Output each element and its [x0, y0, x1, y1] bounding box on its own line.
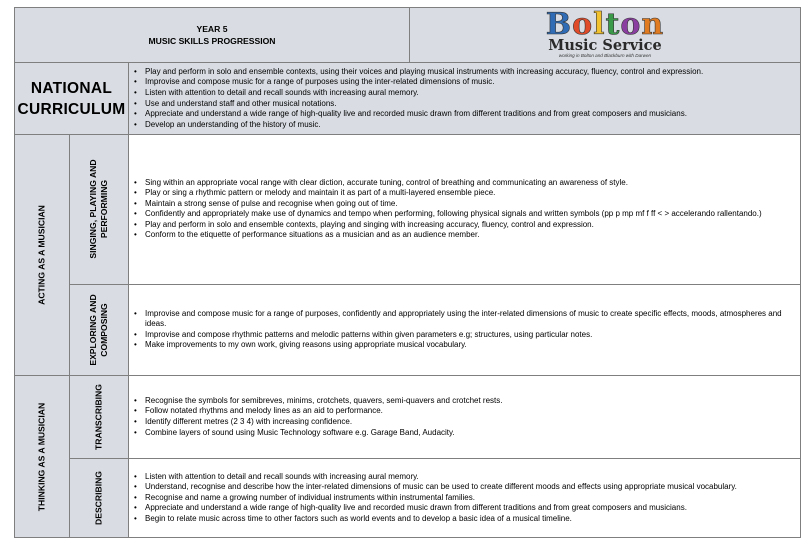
list-item: • Play and perform in solo and ensemble contexts, using their voices and playing musical instruments with increasing accuracy, fluency, control and expression.: [131, 67, 796, 78]
list-item: • Conform to the etiquette of performance situations as a musician and as an audience member.: [131, 230, 796, 241]
section-title: ACTING AS A MUSICIAN: [36, 205, 47, 305]
list-item: • Appreciate and understand a wide range of high-quality live and recorded music drawn from different traditions and from great composers and musicians.: [131, 503, 796, 514]
singing-list: [131, 178, 796, 242]
logo-letter: B: [545, 6, 573, 42]
subsection-describing: DESCRIBING: [70, 459, 129, 538]
header-title-cell: [15, 8, 410, 63]
list-item: • Listen with attention to detail and recall sounds with increasing aural memory.: [131, 472, 796, 483]
list-item: • Recognise the symbols for semibreves, minims, crotchets, quavers, semi-quavers and crotchet rests.: [131, 396, 796, 407]
document-subtitle: MUSIC SKILLS PROGRESSION: [148, 36, 276, 46]
logo-letter: l: [593, 6, 606, 42]
logo-cell: [410, 8, 801, 63]
national-curriculum-list: [131, 67, 796, 131]
list-item: • Listen with attention to detail and recall sounds with increasing aural memory.: [131, 88, 796, 99]
national-curriculum-list-cell: [129, 63, 801, 135]
list-item: • Understand, recognise and describe how the inter-related dimensions of music can be used to create different moods and effects using appropriate musical vocabulary.: [131, 482, 796, 493]
describing-list-cell: [129, 459, 801, 538]
singing-list-cell: [129, 135, 801, 285]
logo-letter: n: [641, 6, 665, 42]
list-item: • Follow notated rhythms and melody lines as an aid to performance.: [131, 406, 796, 417]
list-item: • Appreciate and understand a wide range of high-quality live and recorded music drawn from different traditions and from great composers and musicians.: [131, 109, 796, 120]
list-item: • Recognise and name a growing number of individual instruments within instrumental families.: [131, 493, 796, 504]
exploring-list-cell: [129, 284, 801, 375]
subsection-exploring-and-composing: EXPLORING AND COMPOSING: [70, 284, 129, 375]
transcribing-list: [131, 396, 796, 438]
list-item: • Play and perform in solo and ensemble contexts, playing and singing with increasing accuracy, fluency, control and expression.: [131, 220, 796, 231]
list-item: • Sing within an appropriate vocal range with clear diction, accurate tuning, control of breathing and communicating an awareness of style.: [131, 178, 796, 189]
describing-list: [131, 472, 796, 525]
list-item: • Improvise and compose music for a range of purposes, confidently and appropriately using the inter-related dimensions of music to create specific effects, moods, atmospheres and ideas.: [131, 309, 796, 330]
list-item: • Confidently and appropriately make use of dynamics and tempo when performing, following physical signals and written symbols (pp p mp mf f ff < > accelerando rallentando.): [131, 209, 796, 220]
section-title: THINKING AS A MUSICIAN: [36, 402, 47, 511]
section-thinking-as-a-musician: [15, 376, 70, 538]
subsection-singing-playing-performing: SINGING, PLAYING AND PERFORMING: [70, 135, 129, 285]
skills-table: [14, 7, 801, 538]
logo-letter: t: [605, 6, 621, 42]
subsection-transcribing: TRANSCRIBING: [70, 376, 129, 459]
list-item: • Improvise and compose music for a range of purposes using the inter-related dimensions of music.: [131, 77, 796, 88]
list-item: • Play or sing a rhythmic pattern or melody and maintain it as part of a multi-layered ensemble piece.: [131, 188, 796, 199]
list-item: • Improvise and compose rhythmic patterns and melodic patterns within given parameters e.g; structures, using particular notes.: [131, 330, 796, 341]
list-item: • Begin to relate music across time to other factors such as world events and to develop a basic idea of a musical timeline.: [131, 514, 796, 525]
list-item: • Make improvements to my own work, giving reasons using appropriate musical vocabulary.: [131, 340, 796, 351]
list-item: • Combine layers of sound using Music Technology software e.g. Garage Band, Audacity.: [131, 428, 796, 439]
section-acting-as-a-musician: [15, 135, 70, 376]
list-item: • Develop an understanding of the history of music.: [131, 120, 796, 131]
list-item: • Maintain a strong sense of pulse and recognise when going out of time.: [131, 199, 796, 210]
logo-letter: o: [620, 6, 642, 42]
list-item: • Use and understand staff and other musical notations.: [131, 99, 796, 110]
bolton-music-service-logo: Bolton Music Service working in Bolton and Blackburn with Darwen: [545, 6, 665, 58]
logo-letter: o: [572, 6, 594, 42]
list-item: • Identify different metres (2 3 4) with increasing confidence.: [131, 417, 796, 428]
national-curriculum-title: NATIONAL CURRICULUM: [15, 63, 129, 135]
exploring-list: [131, 309, 796, 351]
transcribing-list-cell: [129, 376, 801, 459]
year-label: YEAR 5: [196, 24, 228, 34]
